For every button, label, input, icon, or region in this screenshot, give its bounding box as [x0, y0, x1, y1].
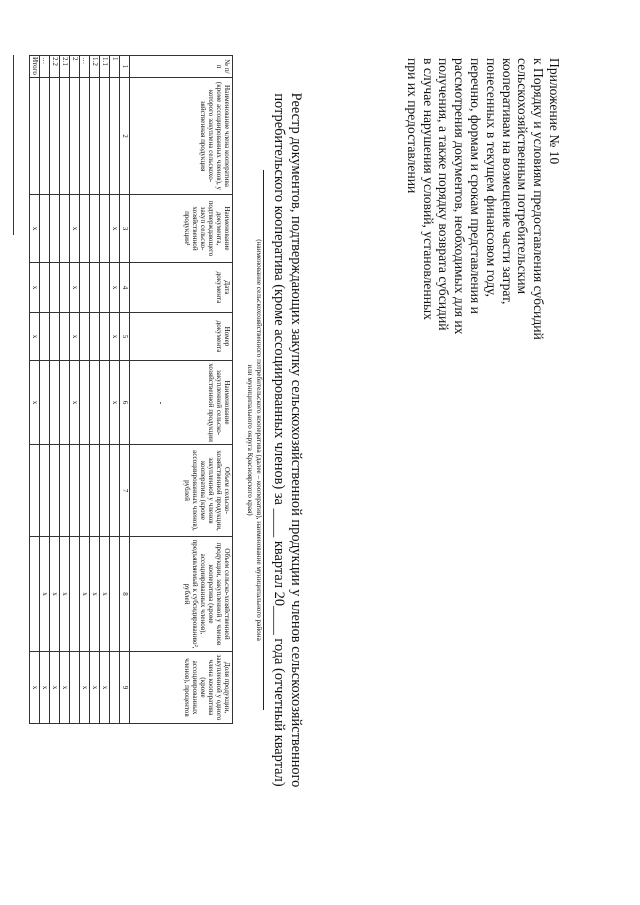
row-number-cell: …	[80, 56, 90, 78]
table-cell	[80, 78, 90, 195]
col-number: 9	[120, 652, 130, 724]
table-cell: х	[30, 195, 40, 263]
table-cell: х	[70, 313, 80, 361]
table-row	[30, 56, 40, 724]
title-line-2: потребительского кооператива (кроме ассоциированных членов) за ____ квартал 20____ года (отчетный квартал)	[271, 93, 287, 787]
table-row	[100, 56, 110, 724]
table-cell	[100, 361, 110, 445]
col-number: 4	[120, 263, 130, 313]
table-cell: х	[110, 195, 120, 263]
col-number: 7	[120, 445, 130, 537]
table-cell	[70, 652, 80, 724]
table-cell	[80, 313, 90, 361]
table-row	[70, 56, 80, 724]
table-cell	[40, 263, 50, 313]
table-cell	[110, 537, 120, 652]
table-cell	[90, 78, 100, 195]
table-cell	[50, 195, 60, 263]
table-cell	[50, 78, 60, 195]
table-cell	[60, 445, 70, 537]
cooperative-name-caption	[245, 60, 272, 820]
col-header: Наименование члена кооператива (кроме ассоциированных членов), у которого закуплена сельскохо-зяйственная продукция	[130, 78, 233, 195]
footnote-separator	[13, 55, 14, 235]
table-cell: х	[30, 263, 40, 313]
table-cell	[30, 445, 40, 537]
table-cell	[30, 537, 40, 652]
table-cell	[80, 445, 90, 537]
table-cell: х	[90, 652, 100, 724]
table-cell	[100, 78, 110, 195]
appendix-block	[404, 58, 562, 478]
table-cell	[50, 361, 60, 445]
table-cell	[30, 78, 40, 195]
table-cell	[90, 263, 100, 313]
col-number: 5	[120, 313, 130, 361]
table-cell: х	[70, 263, 80, 313]
appendix-line: при их предоставлении	[404, 58, 420, 194]
row-number-cell: 2	[70, 56, 80, 78]
table-cell: х	[30, 361, 40, 445]
table-cell: х	[110, 313, 120, 361]
table-cell: х	[40, 537, 50, 652]
appendix-line: понесенных в текущем финансовом году,	[483, 58, 499, 298]
table-cell: х	[40, 652, 50, 724]
table-cell	[110, 78, 120, 195]
col-header: Номер документа	[130, 313, 233, 361]
col-header: Объем сельско-хозяйственной продукции, закупленной у членов кооператива (кроме ассоциированных членов), рублей	[130, 445, 233, 537]
appendix-line: к Порядку и условиям предоставления субсидий	[531, 58, 547, 340]
table-row	[50, 56, 60, 724]
appendix-line: сельскохозяйственным потребительским	[515, 58, 531, 295]
row-number-cell: 2.2	[50, 56, 60, 78]
table-cell	[50, 263, 60, 313]
col-header: № п/п	[130, 56, 233, 78]
col-header: Объем сельско-хозяйственной продукции, закупленной у членов кооператива (кроме ассоциированных членов), предъявляемый к субсидированию², рублей	[130, 537, 233, 652]
table-cell: х	[100, 652, 110, 724]
title-line-1: Реестр документов, подтверждающих закупку сельскохозяйственной продукции у членов сельскохозяйственного	[288, 92, 304, 788]
table-row	[60, 56, 70, 724]
registry-table	[29, 55, 233, 724]
table-cell	[90, 195, 100, 263]
table-cell: х	[110, 263, 120, 313]
table-cell: х	[60, 537, 70, 652]
table-cell	[40, 78, 50, 195]
table-cell: х	[50, 537, 60, 652]
table-cell	[100, 445, 110, 537]
table-cell	[80, 195, 90, 263]
table-cell	[90, 313, 100, 361]
row-number-cell: 1	[110, 56, 120, 78]
table-cell	[80, 361, 90, 445]
table-cell: х	[60, 652, 70, 724]
col-header: Дата документа	[130, 263, 233, 313]
table-cell	[40, 313, 50, 361]
table-cell	[40, 361, 50, 445]
col-number: 1	[120, 56, 130, 78]
table-cell	[60, 195, 70, 263]
col-header: Доля продукции, закупленной у одного члена кооператива (кроме ассоциированных членов), процентов	[130, 652, 233, 724]
table-cell: х	[80, 652, 90, 724]
table-cell: х	[100, 537, 110, 652]
document-title	[270, 60, 304, 820]
table-cell	[70, 78, 80, 195]
table-cell: х	[80, 537, 90, 652]
col-header: Наименование документа, подтверждающего закуп сельско-хозяйственной продукции¹	[130, 195, 233, 263]
table-cell: х	[70, 195, 80, 263]
appendix-line: Приложение № 10	[547, 58, 562, 165]
caption-line-2: или муниципального округа Красноярского края)	[246, 364, 254, 516]
table-cell	[100, 263, 110, 313]
table-cell	[110, 652, 120, 724]
table-cell	[60, 361, 70, 445]
col-header: Наименование закупленной сельско-хозяйственной продукции	[130, 361, 233, 445]
table-row	[90, 56, 100, 724]
table-row	[110, 56, 120, 724]
row-number-cell: 2.1	[60, 56, 70, 78]
table-cell	[80, 263, 90, 313]
table-cell	[90, 361, 100, 445]
caption-line-1: (наименование сельскохозяйственного потребительского кооператива (далее – кооператив), наименование муниципального района	[255, 239, 263, 641]
col-number: 8	[120, 537, 130, 652]
row-number-cell: …	[40, 56, 50, 78]
table-row	[80, 56, 90, 724]
table-cell	[100, 195, 110, 263]
appendix-line: в случае нарушения условий, установленных	[420, 58, 436, 320]
table-cell	[70, 445, 80, 537]
table-cell	[90, 445, 100, 537]
row-number-cell: 1.1	[100, 56, 110, 78]
table-cell: х	[30, 652, 40, 724]
table-row	[40, 56, 50, 724]
table-cell	[40, 445, 50, 537]
table-cell: х	[50, 652, 60, 724]
table-cell	[40, 195, 50, 263]
table-cell	[110, 445, 120, 537]
appendix-line: кооперативам на возмещение части затрат,	[499, 58, 515, 305]
table-header-row	[130, 56, 233, 724]
table-cell: х	[110, 361, 120, 445]
table-cell	[100, 313, 110, 361]
row-number-cell: Итого	[30, 56, 40, 78]
col-number: 3	[120, 195, 130, 263]
row-number-cell: 1.2	[90, 56, 100, 78]
fill-in-line	[263, 170, 264, 710]
table-cell: х	[30, 313, 40, 361]
table-cell	[60, 263, 70, 313]
column-number-row	[120, 56, 130, 724]
col-number: 6	[120, 361, 130, 445]
table-cell: х	[90, 537, 100, 652]
col-number: 2	[120, 78, 130, 195]
appendix-line: получения, а также порядку возврата субсидий	[436, 58, 452, 331]
table-cell	[50, 445, 60, 537]
table-cell: х	[70, 361, 80, 445]
table-cell	[60, 313, 70, 361]
table-cell	[50, 313, 60, 361]
scan-mark	[160, 402, 161, 404]
appendix-line: рассмотрения документов, необходимых для их	[452, 58, 468, 335]
table-cell	[60, 78, 70, 195]
table-cell	[70, 537, 80, 652]
appendix-line: перечню, формам и срокам представления и	[468, 58, 484, 314]
